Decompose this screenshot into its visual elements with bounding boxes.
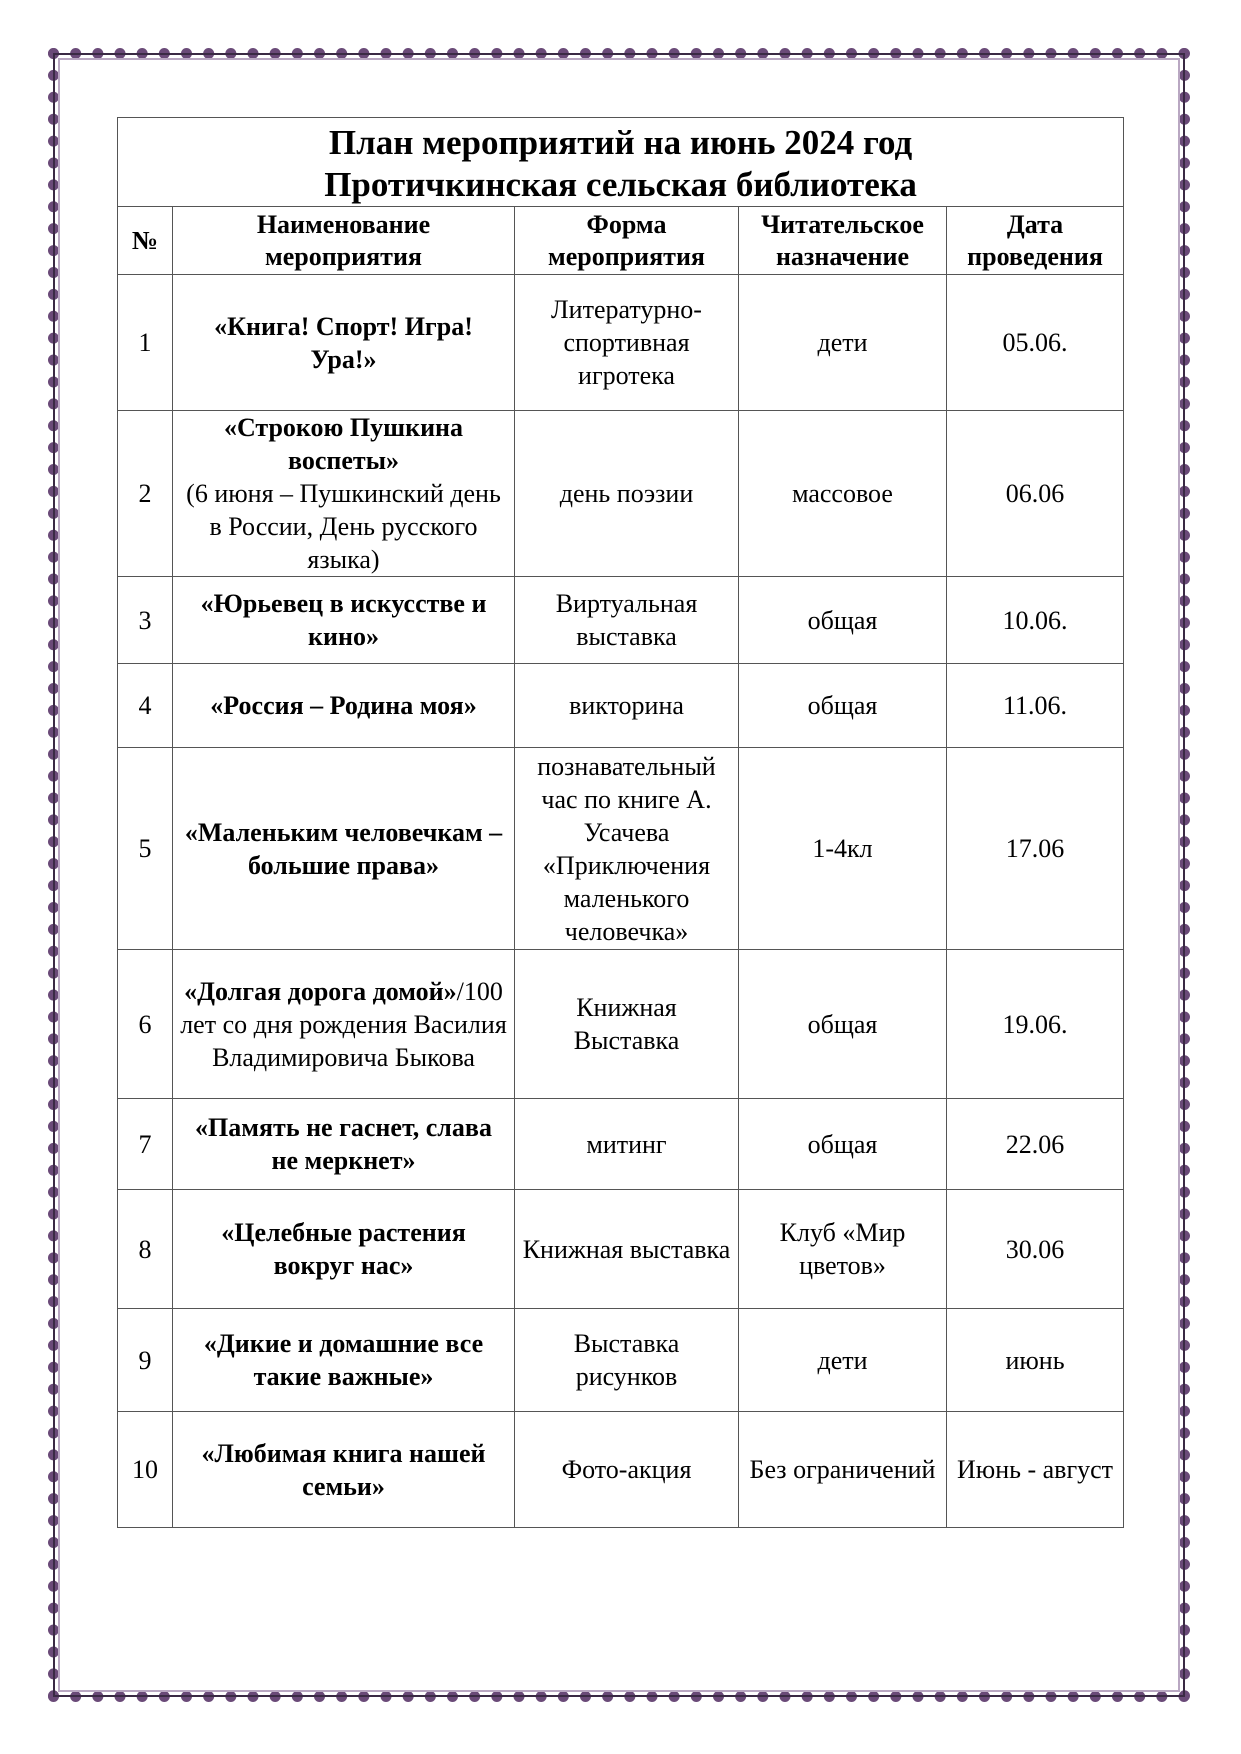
header-date: Дата проведения <box>947 207 1124 275</box>
row-event-name <box>173 1309 515 1412</box>
row-form: викторина <box>515 664 739 748</box>
header-row <box>118 207 1124 275</box>
event-note: /100 лет со дня рождения Василия Владимировича Быкова <box>180 976 507 1072</box>
row-audience: дети <box>739 275 947 411</box>
row-num: 3 <box>118 577 173 664</box>
event-plan-table <box>117 117 1124 1528</box>
row-audience: Клуб «Мир цветов» <box>739 1190 947 1309</box>
event-note: (6 июня – Пушкинский день в России, День русского языка) <box>186 479 501 574</box>
event-title: «Любимая книга нашей семьи» <box>201 1438 486 1501</box>
table-row <box>118 411 1124 577</box>
row-event-name <box>173 577 515 664</box>
row-date: 30.06 <box>947 1190 1124 1309</box>
row-form: Выставка рисунков <box>515 1309 739 1412</box>
table-row <box>118 748 1124 950</box>
row-num: 10 <box>118 1412 173 1528</box>
row-date: 05.06. <box>947 275 1124 411</box>
table-row <box>118 1309 1124 1412</box>
row-event-name <box>173 275 515 411</box>
header-name: Наименование мероприятия <box>173 207 515 275</box>
row-date: июнь <box>947 1309 1124 1412</box>
row-num: 9 <box>118 1309 173 1412</box>
event-title: «Дикие и домашние все такие важные» <box>203 1329 484 1391</box>
row-form: Книжная выставка <box>515 1190 739 1309</box>
row-date: 10.06. <box>947 577 1124 664</box>
row-audience: общая <box>739 577 947 664</box>
row-num: 2 <box>118 411 173 577</box>
row-audience: общая <box>739 1099 947 1190</box>
row-date: 11.06. <box>947 664 1124 748</box>
title-line-1: План мероприятий на июнь 2024 год <box>328 123 913 162</box>
row-form: Виртуальная выставка <box>515 577 739 664</box>
row-num: 6 <box>118 950 173 1099</box>
row-date: 22.06 <box>947 1099 1124 1190</box>
row-event-name <box>173 664 515 748</box>
row-audience: 1-4кл <box>739 748 947 950</box>
row-num: 1 <box>118 275 173 411</box>
row-event-name <box>173 1099 515 1190</box>
row-form: день поэзии <box>515 411 739 577</box>
row-audience: дети <box>739 1309 947 1412</box>
row-num: 4 <box>118 664 173 748</box>
table-row <box>118 1190 1124 1309</box>
event-title: «Память не гаснет, слава не меркнет» <box>195 1113 492 1175</box>
row-form: Книжная Выставка <box>515 950 739 1099</box>
row-audience: общая <box>739 664 947 748</box>
table-row <box>118 950 1124 1099</box>
table-row <box>118 577 1124 664</box>
row-form: митинг <box>515 1099 739 1190</box>
row-event-name <box>173 1190 515 1309</box>
row-form: Фото-акция <box>515 1412 739 1528</box>
row-date: 06.06 <box>947 411 1124 577</box>
row-form: Литературно-спортивная игротека <box>515 275 739 411</box>
event-title: «Долгая дорога домой» <box>184 976 457 1006</box>
event-title: «Юрьевец в искусстве и кино» <box>200 589 487 651</box>
event-title: «Книга! Спорт! Игра! Ура!» <box>214 311 473 374</box>
event-title: «Россия – Родина моя» <box>210 691 477 720</box>
row-event-name <box>173 411 515 577</box>
row-date: 19.06. <box>947 950 1124 1099</box>
table-row <box>118 664 1124 748</box>
row-form: познавательный час по книге А. Усачева «Приключения маленького человечка» <box>515 748 739 950</box>
row-num: 5 <box>118 748 173 950</box>
row-date: 17.06 <box>947 748 1124 950</box>
table-row <box>118 1412 1124 1528</box>
event-title: «Целебные растения вокруг нас» <box>221 1218 466 1280</box>
event-title: «Строкою Пушкина воспеты» <box>223 413 464 475</box>
title-row <box>118 118 1124 207</box>
row-event-name <box>173 950 515 1099</box>
row-audience: массовое <box>739 411 947 577</box>
row-audience: Без ограничений <box>739 1412 947 1528</box>
header-num: № <box>118 207 173 275</box>
title-line-2: Протичкинская сельская библиотека <box>324 165 917 204</box>
row-num: 7 <box>118 1099 173 1190</box>
event-title: «Маленьким человечкам – большие права» <box>184 817 503 880</box>
document-title <box>118 118 1124 207</box>
table-row <box>118 275 1124 411</box>
table-row <box>118 1099 1124 1190</box>
row-num: 8 <box>118 1190 173 1309</box>
row-event-name <box>173 748 515 950</box>
header-form: Форма мероприятия <box>515 207 739 275</box>
row-event-name <box>173 1412 515 1528</box>
header-audience: Читательское назначение <box>739 207 947 275</box>
row-audience: общая <box>739 950 947 1099</box>
row-date: Июнь - август <box>947 1412 1124 1528</box>
